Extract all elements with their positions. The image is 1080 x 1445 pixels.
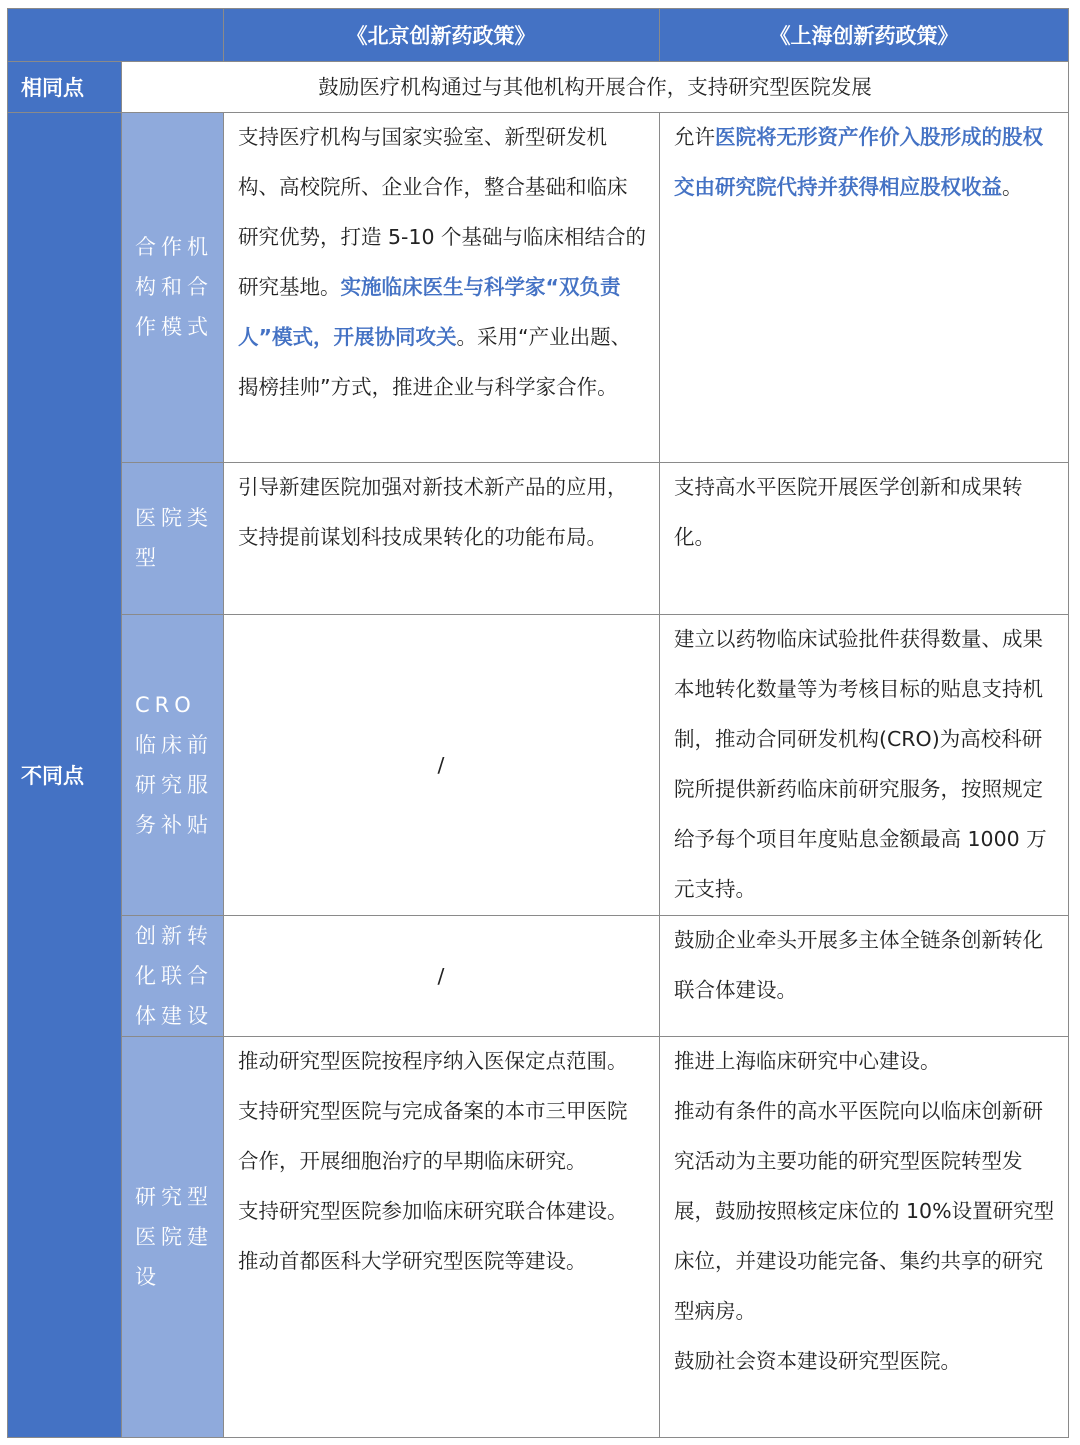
beijing-research-hospital-item: 推动首都医科大学研究型医院等建设。 bbox=[238, 1249, 587, 1273]
shanghai-research-hospital-item: 推进上海临床研究中心建设。 bbox=[674, 1049, 941, 1073]
beijing-cooperation-highlight: 实施临床医生与科学家“双负责人”模式，开展协同攻关 bbox=[238, 275, 621, 349]
grid-line bbox=[223, 112, 224, 1438]
grid-line bbox=[7, 8, 8, 1438]
grid-line bbox=[1068, 8, 1069, 1438]
grid-line bbox=[121, 1036, 1069, 1037]
shanghai-cooperation-text bbox=[659, 112, 1069, 462]
grid-line bbox=[121, 614, 1069, 615]
header-empty-cell bbox=[7, 8, 223, 61]
grid-line bbox=[121, 61, 122, 1438]
beijing-innovation-consortium-text: / bbox=[223, 915, 659, 1036]
grid-line bbox=[223, 8, 224, 61]
grid-line bbox=[659, 112, 660, 1438]
shanghai-research-hospital-item: 鼓励社会资本建设研究型医院。 bbox=[674, 1349, 961, 1373]
shanghai-innovation-consortium-text: 鼓励企业牵头开展多主体全链条创新转化联合体建设。 bbox=[659, 915, 1069, 1036]
grid-line bbox=[659, 8, 660, 61]
grid-line bbox=[121, 915, 1069, 916]
shanghai-cro-subsidy-text: 建立以药物临床试验批件获得数量、成果本地转化数量等为考核目标的贴息支持机制，推动合同研发机构(CRO)为高校科研院所提供新药临床前研究服务，按照规定给予每个项目年度贴息金额最高 1000 万元支持。 bbox=[659, 614, 1069, 915]
beijing-research-hospital-item: 推动研究型医院按程序纳入医保定点范围。 bbox=[238, 1049, 628, 1073]
shanghai-cooperation-post: 。 bbox=[1002, 175, 1023, 199]
category-research-hospital: 研究型医院建设 bbox=[121, 1036, 223, 1437]
beijing-hospital-type-text: 引导新建医院加强对新技术新产品的应用，支持提前谋划科技成果转化的功能布局。 bbox=[223, 462, 659, 614]
header-shanghai: 《上海创新药政策》 bbox=[659, 8, 1069, 61]
shanghai-hospital-type-text: 支持高水平医院开展医学创新和成果转化。 bbox=[659, 462, 1069, 614]
shanghai-cooperation-pre: 允许 bbox=[674, 125, 715, 149]
beijing-cro-subsidy-text: / bbox=[223, 614, 659, 915]
category-innovation-consortium: 创新转化联合体建设 bbox=[121, 915, 223, 1036]
category-cooperation: 合作机构和合作模式 bbox=[121, 112, 223, 462]
shanghai-research-hospital-text bbox=[659, 1036, 1069, 1437]
grid-line bbox=[121, 462, 1069, 463]
shanghai-research-hospital-item: 推动有条件的高水平医院向以临床创新研究活动为主要功能的研究型医院转型发展，鼓励按照核定床位的 10%设置研究型床位，并建设功能完备、集约共享的研究型病房。 bbox=[674, 1099, 1055, 1323]
header-beijing: 《北京创新药政策》 bbox=[223, 8, 659, 61]
beijing-research-hospital-item: 支持研究型医院参加临床研究联合体建设。 bbox=[238, 1199, 628, 1223]
category-cro-subsidy: CRO 临床前研究服务补贴 bbox=[121, 614, 223, 915]
beijing-cooperation-pre: 支持医疗机构与国家实验室、新型研发机构、高校院所、企业合作，整合基础和临床研究优势，打造 5-10 个基础与临床相结合的研究基地。 bbox=[238, 125, 647, 299]
category-hospital-type: 医院类型 bbox=[121, 462, 223, 614]
beijing-cooperation-text bbox=[223, 112, 659, 462]
beijing-research-hospital-text bbox=[223, 1036, 659, 1437]
beijing-research-hospital-item: 支持研究型医院与完成备案的本市三甲医院合作，开展细胞治疗的早期临床研究。 bbox=[238, 1099, 628, 1173]
same-label: 相同点 bbox=[7, 61, 121, 112]
grid-line bbox=[7, 8, 1069, 9]
diff-label: 不同点 bbox=[7, 112, 121, 1437]
grid-line bbox=[7, 1437, 1069, 1438]
same-text: 鼓励医疗机构通过与其他机构开展合作，支持研究型医院发展 bbox=[121, 61, 1069, 112]
grid-line bbox=[7, 61, 1069, 62]
shanghai-cooperation-highlight: 医院将无形资产作价入股形成的股权交由研究院代持并获得相应股权收益 bbox=[674, 125, 1043, 199]
beijing-cooperation-post: 。采用“产业出题、揭榜挂帅”方式，推进企业与科学家合作。 bbox=[238, 325, 632, 399]
grid-line bbox=[7, 112, 1069, 113]
